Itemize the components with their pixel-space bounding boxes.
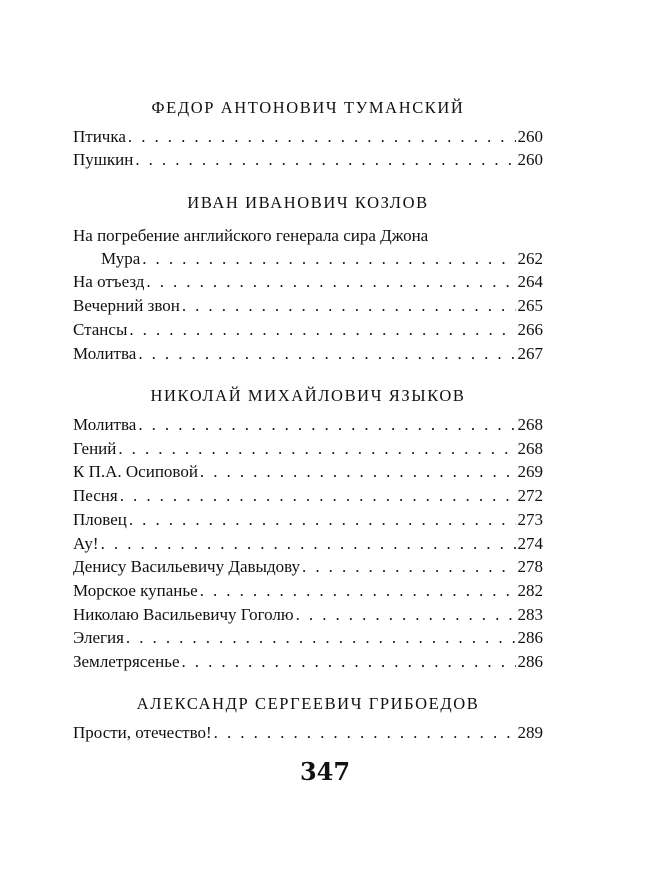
entry-title: Землетрясенье (73, 652, 180, 671)
entry-title: Стансы (73, 320, 128, 339)
section-author-heading: НИКОЛАЙ МИХАЙЛОВИЧ ЯЗЫКОВ (150, 386, 466, 405)
entry-page-number: 273 (517, 510, 543, 529)
dot-leader (128, 127, 516, 147)
entry-title: На отъезд (73, 272, 145, 291)
dot-leader (182, 652, 516, 672)
dot-leader (146, 272, 515, 292)
entry-title: Вечерний звон (73, 296, 180, 315)
entry-page-number: 289 (517, 723, 543, 742)
entry-page-number: 262 (517, 249, 543, 268)
entry-title: Ау! (73, 534, 99, 553)
toc-entry (73, 723, 543, 745)
toc-entry (73, 272, 543, 294)
dot-leader (182, 296, 516, 316)
dot-leader (200, 581, 516, 601)
section-author-heading: ИВАН ИВАНОВИЧ КОЗЛОВ (187, 193, 429, 212)
toc-entry (73, 534, 543, 556)
toc-entry (73, 249, 543, 271)
dot-leader (214, 723, 516, 743)
toc-entry (73, 557, 543, 579)
dot-leader (296, 605, 516, 625)
entry-page-number: 268 (517, 415, 543, 434)
entry-page-number: 272 (517, 486, 543, 505)
toc-entry (73, 415, 543, 437)
dot-leader (200, 462, 516, 482)
entry-title: Пловец (73, 510, 127, 529)
section-author-heading: АЛЕКСАНДР СЕРГЕЕВИЧ ГРИБОЕДОВ (136, 694, 480, 713)
entry-title: Элегия (73, 628, 124, 647)
toc-entry (73, 296, 543, 318)
entry-title: Гений (73, 439, 117, 458)
entry-title: Птичка (73, 127, 126, 146)
toc-entry (73, 605, 543, 627)
entry-page-number: 283 (517, 605, 543, 624)
page-number: 347 (299, 757, 351, 786)
toc-entry (73, 486, 543, 508)
toc-entry (73, 320, 543, 342)
entry-page-number: 278 (517, 557, 543, 576)
section-author-heading: ФЕДОР АНТОНОВИЧ ТУМАНСКИЙ (151, 98, 465, 117)
entry-page-number: 267 (517, 344, 543, 363)
toc-entry (73, 462, 543, 484)
entry-title: Молитва (73, 344, 137, 363)
dot-leader (129, 320, 515, 340)
toc-entry (73, 510, 543, 532)
toc-entry (73, 652, 543, 674)
dot-leader (142, 249, 515, 269)
toc-entry (73, 127, 543, 149)
dot-leader (135, 150, 515, 170)
entry-page-number: 264 (517, 272, 543, 291)
entry-page-number: 266 (517, 320, 543, 339)
entry-title: Мура (101, 249, 141, 268)
entry-page-number: 286 (517, 652, 543, 671)
entry-title: Денису Васильевичу Давыдову (73, 557, 301, 576)
dot-leader (302, 557, 515, 577)
toc-entry (73, 150, 543, 172)
dot-leader (120, 486, 516, 506)
dot-leader (126, 628, 516, 648)
dot-leader (101, 534, 516, 554)
entry-title: Песня (73, 486, 118, 505)
entry-page-number: 282 (517, 581, 543, 600)
toc-entry (73, 344, 543, 366)
dot-leader (138, 415, 515, 435)
dot-leader (129, 510, 516, 530)
entry-page-number: 286 (517, 628, 543, 647)
entry-title: Морское купанье (73, 581, 198, 600)
entry-page-number: 265 (517, 296, 543, 315)
entry-title: Прости, отечество! (73, 723, 212, 742)
toc-entry (73, 628, 543, 650)
entry-page-number: 274 (517, 534, 543, 553)
entry-page-number: 269 (517, 462, 543, 481)
entry-title-line: На погребение английского генерала сира Джона (73, 226, 429, 245)
dot-leader (138, 344, 515, 364)
toc-entry (73, 439, 543, 461)
entry-title: Молитва (73, 415, 137, 434)
dot-leader (118, 439, 515, 459)
entry-title: Николаю Васильевичу Гоголю (73, 605, 294, 624)
entry-page-number: 260 (517, 150, 543, 169)
entry-page-number: 260 (517, 127, 543, 146)
toc-entry (73, 581, 543, 603)
entry-title: Пушкин (73, 150, 134, 169)
entry-title: К П.А. Осиповой (73, 462, 198, 481)
entry-page-number: 268 (517, 439, 543, 458)
